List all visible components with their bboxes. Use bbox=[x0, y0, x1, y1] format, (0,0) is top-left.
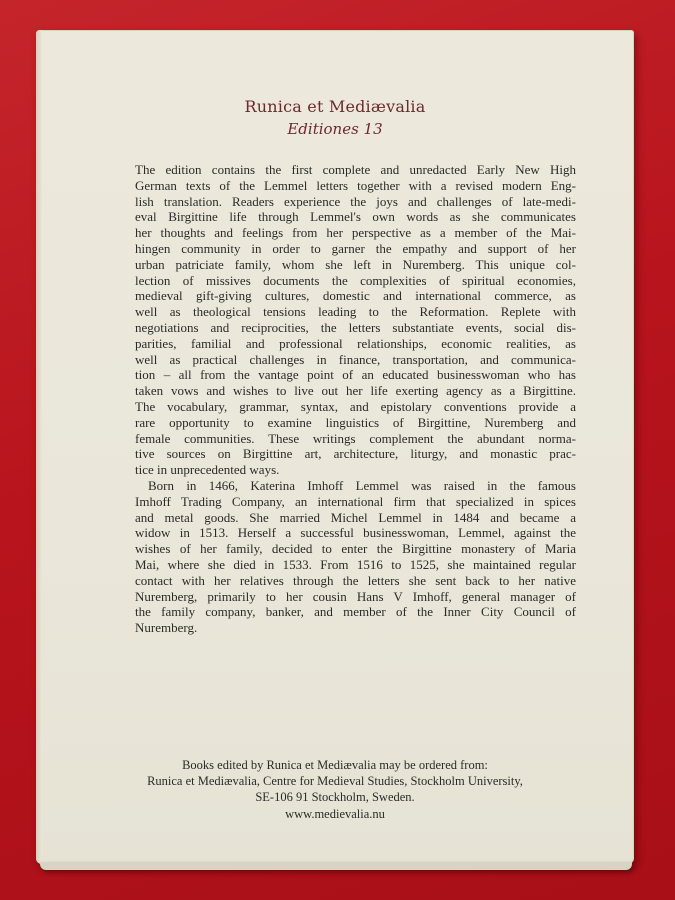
cover-bottom-edge bbox=[40, 862, 632, 870]
bio-line: Imhoff Trading Company, an international firm that specialized in spices bbox=[135, 493, 576, 509]
bio-line: Born in 1466, Katerina Imhoff Lemmel was raised in the famous bbox=[148, 477, 576, 493]
bio-line: Nuremberg. bbox=[135, 620, 198, 636]
blurb-line: urban patriciate family, whom she left in Nuremberg. This unique col- bbox=[135, 256, 576, 272]
bio-line: and metal goods. She married Michel Lemmel in 1484 and became a bbox=[135, 509, 576, 525]
ordering-intro: Books edited by Runica et Mediævalia may be ordered from: bbox=[182, 758, 488, 772]
ordering-city: SE-106 91 Stockholm, Sweden. bbox=[255, 790, 415, 805]
blurb-line: eval Birgittine life through Lemmel's own words as she communicates bbox=[135, 209, 576, 225]
cover-left-edge bbox=[36, 30, 42, 864]
bio-line: contact with her relatives through the letters she sent back to her native bbox=[135, 572, 576, 588]
blurb-line: female communities. These writings complement the abundant norma- bbox=[135, 430, 576, 446]
blurb-line: well as practical challenges in finance, transportation, and communica- bbox=[135, 351, 576, 367]
blurb-line: taken vows and wishes to live out her life exerting agency as a Birgittine. bbox=[135, 383, 576, 399]
blurb-text bbox=[135, 162, 576, 636]
blurb-line: tice in unprecedented ways. bbox=[135, 462, 280, 478]
blurb-line: tive sources on Birgittine art, architecture, liturgy, and monastic prac- bbox=[135, 446, 576, 462]
bio-line: Nuremberg, primarily to her cousin Hans V Imhoff, general manager of bbox=[135, 588, 576, 604]
blurb-line: parities, familial and professional relationships, economic realities, as bbox=[135, 335, 576, 351]
blurb-line: negotiations and reciprocities, the letters substantiate events, social dis- bbox=[135, 319, 576, 335]
ordering-website: www.medievalia.nu bbox=[285, 806, 385, 821]
blurb-line: rare opportunity to examine linguistics of Birgittine, Nuremberg and bbox=[135, 414, 576, 430]
blurb-line: hingen community in order to garner the empathy and support of her bbox=[135, 240, 576, 256]
blurb-line: well as theological tensions leading to the Reformation. Replete with bbox=[135, 304, 576, 320]
blurb-line: German texts of the Lemmel letters together with a revised modern Eng- bbox=[135, 177, 576, 193]
book-back-cover bbox=[36, 30, 634, 864]
bio-line: wishes of her family, decided to enter the Birgittine monastery of Maria bbox=[135, 541, 576, 557]
blurb-line: The vocabulary, grammar, syntax, and epistolary conventions provide a bbox=[135, 398, 576, 414]
series-volume: Editiones 13 bbox=[287, 120, 383, 138]
bio-line: Mai, where she died in 1533. From 1516 to 1525, she maintained regular bbox=[135, 556, 576, 572]
ordering-address: Runica et Mediævalia, Centre for Medieval Studies, Stockholm University, bbox=[147, 774, 523, 789]
series-title: Runica et Mediævalia bbox=[244, 97, 426, 116]
blurb-line: The edition contains the first complete and unredacted Early New High bbox=[135, 162, 576, 177]
blurb-paragraph-2 bbox=[135, 478, 576, 636]
blurb-line: her thoughts and feelings from her perspective as a member of the Mai- bbox=[135, 225, 576, 241]
bio-line: widow in 1513. Herself a successful businesswoman, Lemmel, against the bbox=[135, 525, 576, 541]
blurb-line: lish translation. Readers experience the joys and challenges of late-medi- bbox=[135, 193, 576, 209]
bio-line: the family company, banker, and member of the Inner City Council of bbox=[135, 604, 576, 620]
blurb-paragraph-1 bbox=[135, 162, 576, 478]
ordering-info bbox=[36, 757, 634, 822]
blurb-line: tion – all from the vantage point of an educated businesswoman who has bbox=[135, 367, 576, 383]
blurb-line: lection of missives documents the complexities of spiritual economies, bbox=[135, 272, 576, 288]
blurb-line: medieval gift-giving cultures, domestic and international commerce, as bbox=[135, 288, 576, 304]
